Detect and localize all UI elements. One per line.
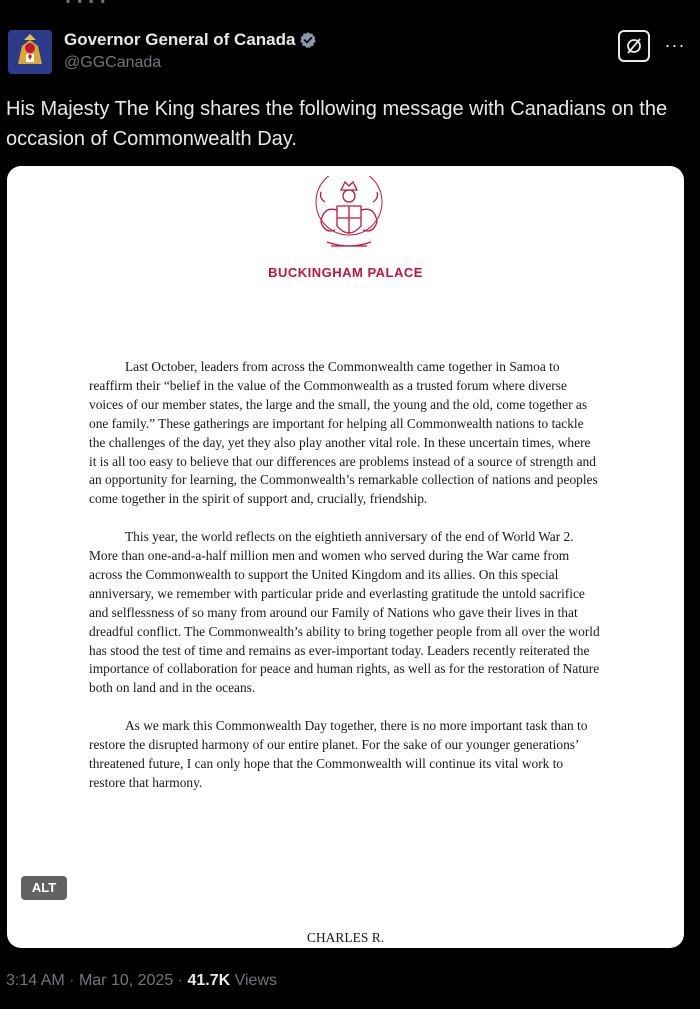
views-count[interactable]: 41.7K <box>187 972 231 989</box>
more-options-button[interactable] <box>660 30 690 60</box>
post-time[interactable]: 3:14 AM <box>6 972 65 989</box>
meta-separator: · <box>177 972 183 989</box>
views-label: Views <box>234 972 277 989</box>
letter-paragraph: This year, the world reflects on the eightieth anniversary of the end of World War 2. More than one-and-a-half million men and women who served during the War came from across the Commonwealth to support the United Kingdom and its allies. On this special anniversary, we remember with particular pride and everlasting gratitude the untold sacrifice and selflessness of so many from around our Family of Nations who gave their lives in that dreadful conflict. The Commonwealth’s ability to bring together people from all over the world has stood the test of time and remains as ever-important today. Leaders recently reiterated the importance of collaboration for peace and human rights, as well as for the restoration of Nature both on land and in the oceans. <box>89 529 600 696</box>
post-date[interactable]: Mar 10, 2025 <box>78 972 174 989</box>
letter-paragraph: Last October, leaders from across the Commonwealth came together in Samoa to reaffirm their “belief in the value of the Commonwealth as a trusted forum where diverse voices of our member states, the large and the small, the young and the old, come together as one family.” These gatherings are important for helping all Commonwealth nations to tackle the challenges of the day, yet they also play another vital role. In these uncertain times, where it is all too easy to believe that our differences are problems instead of a source of strength and an opportunity for learning, the Commonwealth’s remarkable collection of nations and peoples come together in the spirit of support and, crucially, friendship. <box>89 359 598 507</box>
letter-signature: CHARLES R. <box>306 930 385 945</box>
previous-post-fragment <box>66 0 130 4</box>
letter-body <box>89 358 601 812</box>
author-name-row[interactable] <box>64 30 317 50</box>
author-handle[interactable]: @GGCanada <box>64 54 162 71</box>
alt-text-badge[interactable]: ALT <box>21 876 67 900</box>
canadian-royal-crest-icon <box>8 30 52 74</box>
author-display-name[interactable]: Governor General of Canada <box>64 30 296 49</box>
more-options-icon: ··· <box>664 35 686 55</box>
grok-icon <box>625 37 643 55</box>
verified-badge-icon <box>299 31 317 49</box>
grok-button[interactable] <box>618 30 650 62</box>
post-metadata <box>6 972 277 990</box>
letter-paragraph: As we mark this Commonwealth Day together, there is no more important task than to restore the disrupted harmony of our entire planet. For the sake of our younger generations’ threatened future, I can only hope that the Commonwealth will continue its vital work to restore that harmony. <box>89 718 588 790</box>
meta-separator: · <box>69 972 75 989</box>
post-image[interactable] <box>7 166 684 948</box>
post-text: His Majesty The King shares the following message with Canadians on the occasion of Commonwealth Day. <box>6 98 668 150</box>
letterhead-title: BUCKINGHAM PALACE <box>268 265 423 280</box>
royal-coat-of-arms-icon <box>307 176 391 260</box>
author-avatar[interactable] <box>8 30 52 74</box>
